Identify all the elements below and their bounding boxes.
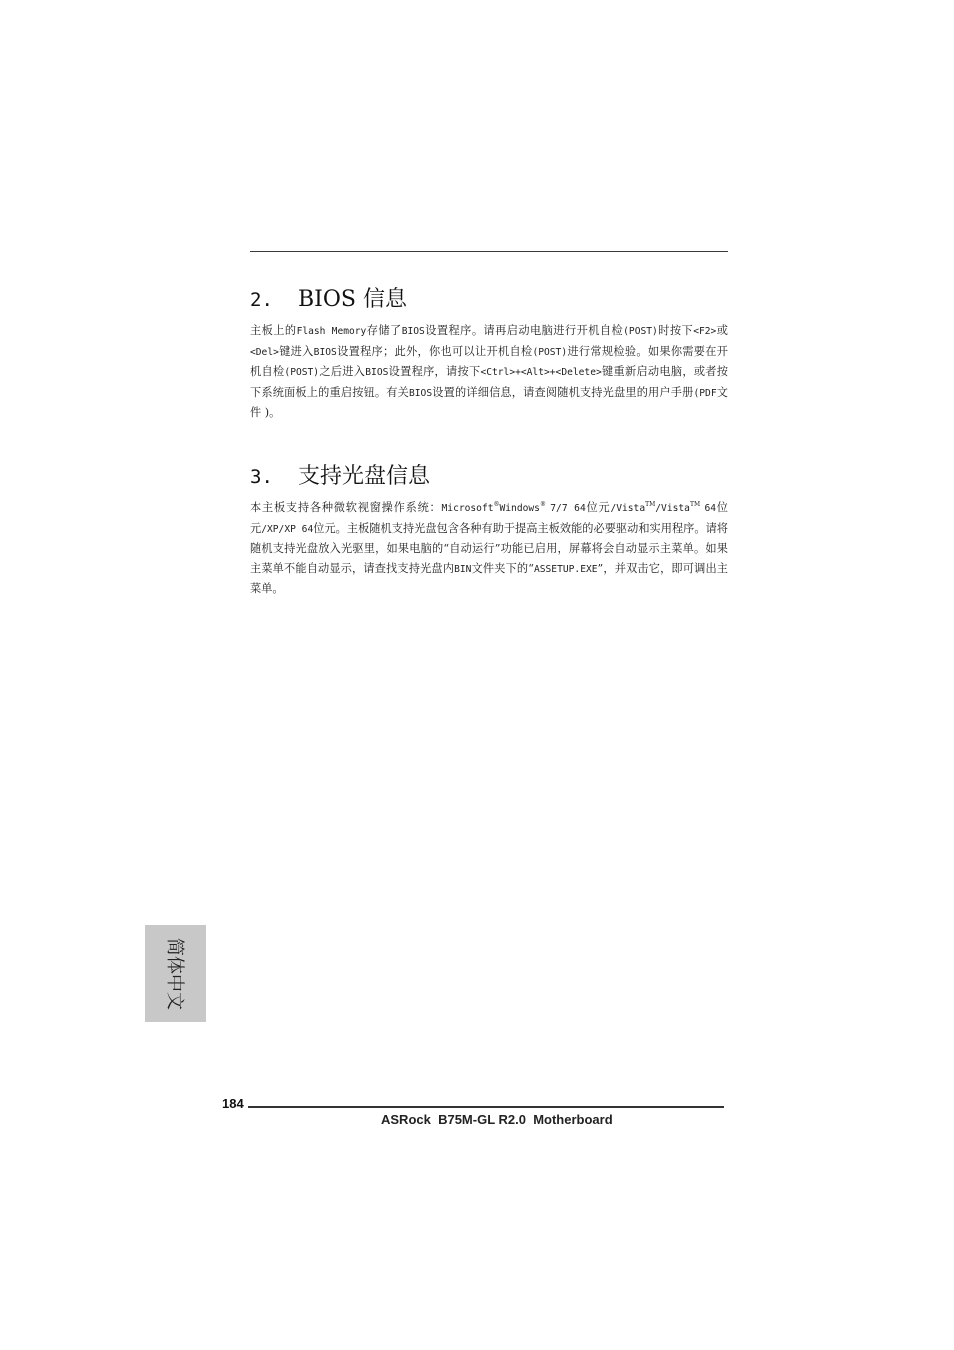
bios-heading-number: 2. <box>250 289 273 311</box>
text-run: 之后进入 <box>319 365 366 378</box>
text-run: (POST) <box>532 346 568 358</box>
registered-mark: ® <box>493 501 500 508</box>
text-run: 进行常规检验。如果你需要在开机自检 <box>250 344 728 378</box>
text-run: ”，并双击它，即可调出主菜单。 <box>250 561 728 595</box>
text-run: /XP/XP 64 <box>261 523 314 535</box>
support-cd-paragraph <box>250 498 728 599</box>
text-run: 位元。主板随机支持光盘包含各种有助于提高主板效能的必要驱动和实用程序。请将随机支持光盘放入光驱里，如果电脑的“自动运行”功能已启用，屏幕将会自动显示主菜单。如果主菜单不能自动显示，请查找支持光盘内 <box>250 521 728 575</box>
text-run: 主板上的 <box>250 324 297 337</box>
language-side-tab <box>145 925 206 1022</box>
support-cd-heading <box>250 462 728 492</box>
bios-heading-title: BIOS 信息 <box>298 287 407 312</box>
page-number: 184 <box>222 1096 244 1111</box>
text-run: 或 <box>716 324 728 337</box>
text-run: 存储了 <box>366 324 402 337</box>
text-run: (POST) <box>623 326 658 337</box>
language-side-tab-label: 简体中文 <box>163 937 185 1010</box>
text-run: Microsoft <box>441 503 494 514</box>
footer-product-title: ASRock B75M-GL R2.0 Motherboard <box>381 1112 613 1127</box>
text-run: 文件 )。 <box>250 385 728 419</box>
text-run: 7/7 64 <box>550 503 586 514</box>
text-run: / <box>655 503 662 514</box>
text-run: /Vista <box>610 503 646 514</box>
trademark-mark: TM <box>645 501 656 508</box>
text-run: 设置程序；此外，你也可以让开机自检 <box>336 344 533 358</box>
bios-paragraph <box>250 321 728 423</box>
registered-mark: ® <box>539 501 546 508</box>
support-cd-section <box>250 462 728 599</box>
text-run: (PDF <box>693 387 717 399</box>
text-run: BIOS <box>409 387 433 399</box>
text-run: BIOS <box>401 326 425 337</box>
text-run: Flash Memory <box>296 326 367 337</box>
text-run: 键重新启动电脑，或者按下系统面板上的重启按钮。有关 <box>250 365 728 399</box>
text-run: Windows <box>499 503 540 514</box>
text-run: <Del> <box>250 346 279 358</box>
text-run: 位元 <box>585 501 611 514</box>
text-run: <Ctrl>+<Alt>+<Delete> <box>480 367 602 378</box>
text-run: 设置程序，请按下 <box>388 365 481 378</box>
text-run: 位元 <box>250 501 728 535</box>
text-run: BIOS <box>313 346 337 358</box>
text-run: Vista <box>661 503 690 514</box>
text-run: 64 <box>704 503 716 514</box>
text-run: 设置程序。请再启动电脑进行开机自检 <box>424 324 624 337</box>
text-run: (POST) <box>284 367 320 378</box>
text-run: 设置的详细信息，请查阅随机支持光盘里的用户手册 <box>432 385 694 399</box>
text-run: 文件夹下的“ <box>471 561 534 575</box>
text-run: 本主板支持各种微软视窗操作系统： <box>250 501 442 514</box>
text-run: <F2> <box>693 326 717 337</box>
text-run: 键进入 <box>278 344 314 358</box>
bios-section <box>250 285 728 423</box>
trademark-mark: TM <box>689 501 701 508</box>
text-run: 时按下 <box>657 324 694 337</box>
text-run: ASSETUP.EXE <box>533 563 598 575</box>
top-divider <box>250 251 728 252</box>
support-cd-heading-title: 支持光盘信息 <box>298 464 431 489</box>
text-run: BIOS <box>365 367 389 378</box>
bios-heading <box>250 285 728 315</box>
text-run: BIN <box>454 563 472 575</box>
footer-divider <box>248 1106 724 1108</box>
support-cd-heading-number: 3. <box>250 466 273 488</box>
